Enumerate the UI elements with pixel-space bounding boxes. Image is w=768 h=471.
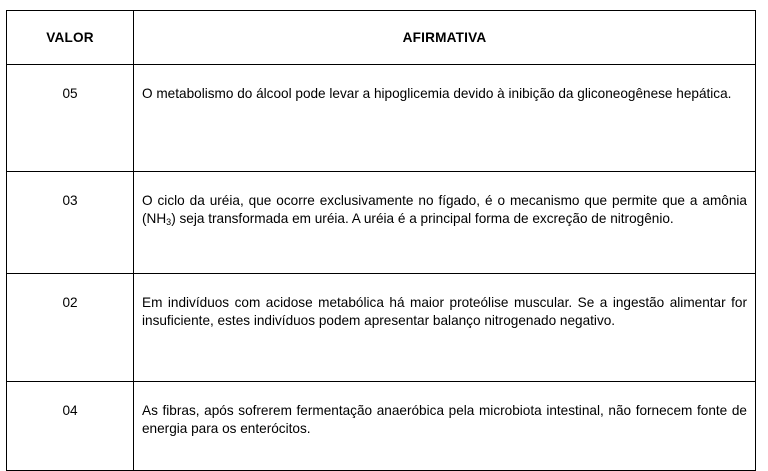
afirmativa-text-part: O ciclo da uréia, que ocorre exclusivamente no fígado, é o mecanismo que permite que a amônia (NH [142,193,747,226]
row-valor: 05 [7,65,134,172]
table-row [7,274,756,382]
afirmativa-text-part: ) seja transformada em uréia. A uréia é a principal forma de excreção de nitrogênio. [171,210,674,226]
header-afirmativa: AFIRMATIVA [134,11,756,65]
row-valor: 02 [7,274,134,382]
row-valor: 03 [7,172,134,274]
header-valor: VALOR [7,11,134,65]
table-row [7,172,756,274]
statements-table [6,10,756,471]
table-row [7,65,756,172]
row-valor: 04 [7,382,134,471]
subscript-three: 3 [166,216,172,227]
row-afirmativa [134,172,756,274]
table-row [7,382,756,471]
row-afirmativa: Em indivíduos com acidose metabólica há maior proteólise muscular. Se a ingestão alimentar for insuficiente, estes indivíduos podem apresentar balanço nitrogenado negativo. [134,274,756,382]
table-header-row [7,11,756,65]
row-afirmativa: As fibras, após sofrerem fermentação anaeróbica pela microbiota intestinal, não fornecem fonte de energia para os enterócitos. [134,382,756,471]
row-afirmativa: O metabolismo do álcool pode levar a hipoglicemia devido à inibição da gliconeogênese hepática. [134,65,756,172]
